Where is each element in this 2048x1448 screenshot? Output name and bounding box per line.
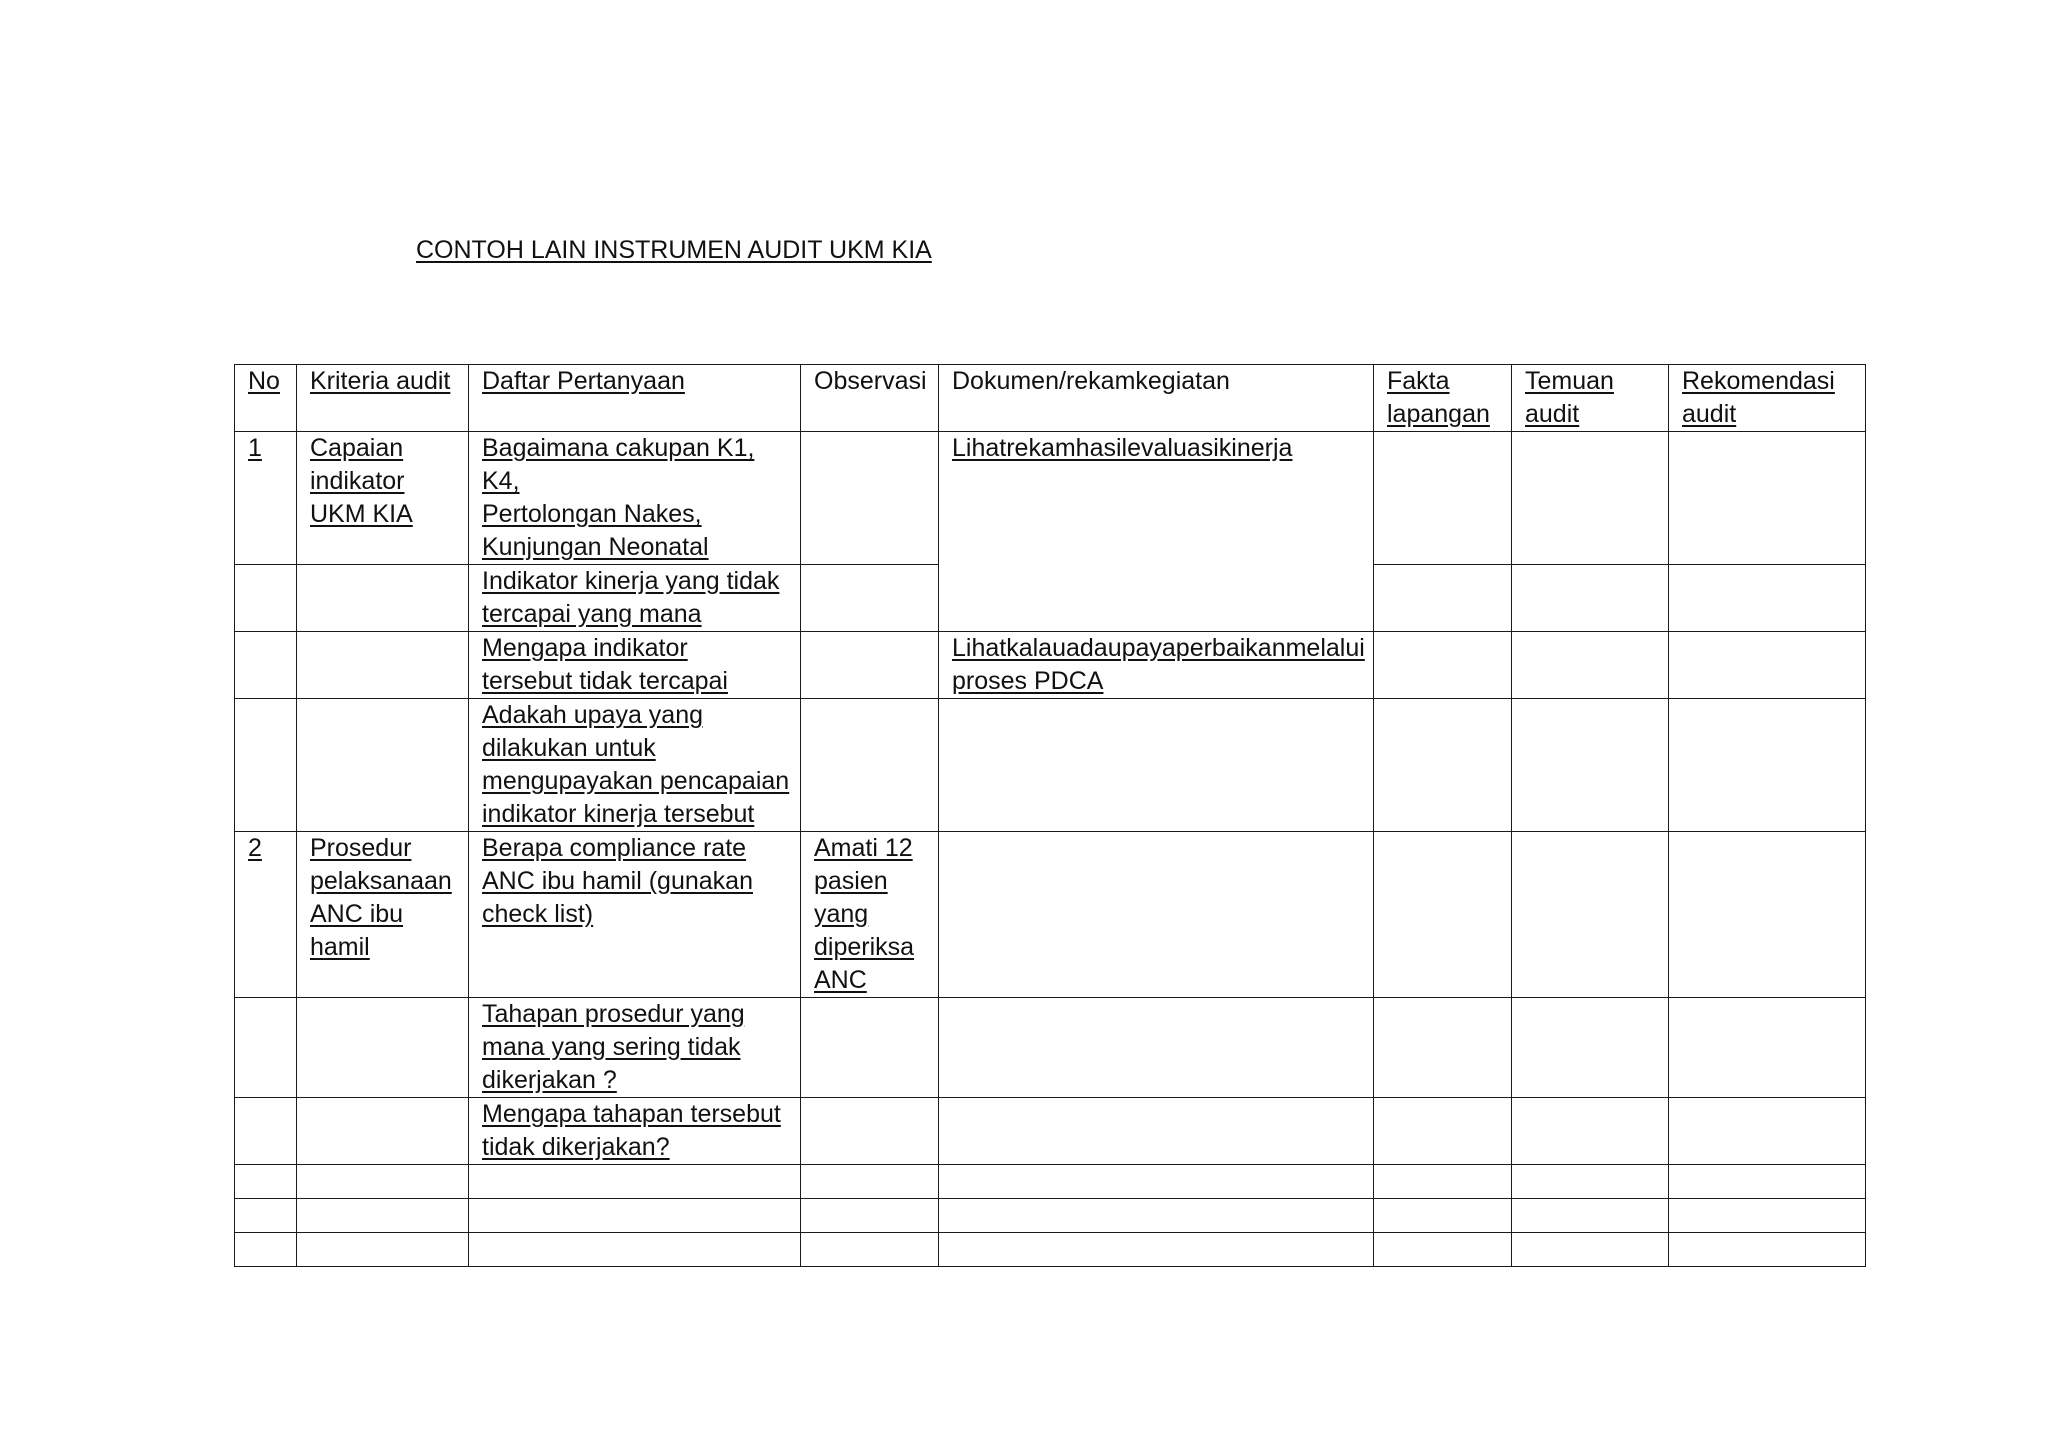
- cell-temuan: [1512, 432, 1669, 565]
- cell-fakta: [1374, 632, 1512, 699]
- cell-kriteria: [297, 565, 469, 632]
- cell-rekomendasi: [1669, 432, 1866, 565]
- cell-rekomendasi: [1669, 832, 1866, 998]
- header-daftar: [469, 365, 801, 432]
- cell-no: [235, 699, 297, 832]
- cell-observasi: [801, 432, 939, 565]
- table-header-row: [235, 365, 1866, 432]
- cell-pertanyaan: [469, 432, 801, 565]
- cell-fakta: [1374, 699, 1512, 832]
- cell-no: [235, 565, 297, 632]
- cell-no: [235, 432, 297, 565]
- cell-fakta: [1374, 432, 1512, 565]
- cell-temuan: [1512, 1098, 1669, 1165]
- table-row: [235, 832, 1866, 998]
- cell-kriteria: [297, 1098, 469, 1165]
- cell-no: [235, 632, 297, 699]
- table-row: [235, 1098, 1866, 1165]
- header-no: [235, 365, 297, 432]
- cell-observasi: [801, 632, 939, 699]
- cell-temuan: [1512, 699, 1669, 832]
- empty-cell: [1512, 1199, 1669, 1233]
- cell-rekomendasi: [1669, 1098, 1866, 1165]
- cell-no: [235, 1098, 297, 1165]
- audit-table: [234, 364, 1866, 1267]
- cell-rekomendasi: [1669, 632, 1866, 699]
- observation-text: Amati 12 pasien yang diperiksa ANC: [814, 834, 915, 994]
- header-dokumen: [939, 365, 1374, 432]
- empty-cell: [1374, 1233, 1512, 1267]
- cell-temuan: [1512, 998, 1669, 1098]
- question-text: Indikator kinerja yang tidak tercapai yang mana: [482, 567, 780, 628]
- cell-kriteria: [297, 632, 469, 699]
- question-text: Tahapan prosedur yang mana yang sering tidak dikerjakan ?: [482, 1000, 745, 1094]
- cell-pertanyaan: [469, 565, 801, 632]
- header-kriteria-label: Kriteria audit: [310, 367, 451, 395]
- cell-pertanyaan: [469, 832, 801, 998]
- cell-dokumen: [939, 632, 1374, 699]
- question-text: Bagaimana cakupan K1, K4, Pertolongan Nakes, Kunjungan Neonatal: [482, 434, 755, 561]
- table-row: [235, 998, 1866, 1098]
- empty-cell: [297, 1233, 469, 1267]
- cell-dokumen: [939, 699, 1374, 832]
- cell-temuan: [1512, 565, 1669, 632]
- header-observasi-label: Observasi: [814, 367, 927, 395]
- empty-cell: [297, 1199, 469, 1233]
- empty-cell: [1374, 1199, 1512, 1233]
- cell-pertanyaan: [469, 632, 801, 699]
- empty-cell: [939, 1199, 1374, 1233]
- cell-pertanyaan: [469, 998, 801, 1098]
- header-rekomendasi-label: Rekomendasi audit: [1682, 367, 1835, 428]
- cell-kriteria: [297, 432, 469, 565]
- cell-pertanyaan: [469, 1098, 801, 1165]
- empty-cell: [1512, 1165, 1669, 1199]
- cell-fakta: [1374, 832, 1512, 998]
- header-kriteria: [297, 365, 469, 432]
- cell-dokumen: [939, 432, 1374, 632]
- cell-temuan: [1512, 832, 1669, 998]
- cell-observasi: [801, 832, 939, 998]
- empty-table-row: [235, 1199, 1866, 1233]
- empty-cell: [1669, 1165, 1866, 1199]
- cell-rekomendasi: [1669, 565, 1866, 632]
- empty-cell: [1669, 1233, 1866, 1267]
- table-row: [235, 432, 1866, 565]
- cell-rekomendasi: [1669, 998, 1866, 1098]
- empty-cell: [469, 1165, 801, 1199]
- question-text: Berapa compliance rate ANC ibu hamil (gunakan check list): [482, 834, 753, 928]
- empty-cell: [939, 1233, 1374, 1267]
- cell-observasi: [801, 699, 939, 832]
- header-observasi: [801, 365, 939, 432]
- header-temuan: [1512, 365, 1669, 432]
- cell-fakta: [1374, 998, 1512, 1098]
- cell-dokumen: [939, 998, 1374, 1098]
- cell-dokumen: [939, 1098, 1374, 1165]
- row-number: 2: [248, 834, 262, 862]
- row-number: 1: [248, 434, 262, 462]
- header-temuan-label: Temuan audit: [1525, 367, 1614, 428]
- empty-cell: [939, 1165, 1374, 1199]
- header-no-label: No: [248, 367, 280, 395]
- question-text: Mengapa indikator tersebut tidak tercapai: [482, 634, 728, 695]
- cell-fakta: [1374, 1098, 1512, 1165]
- empty-cell: [469, 1233, 801, 1267]
- cell-rekomendasi: [1669, 699, 1866, 832]
- cell-temuan: [1512, 632, 1669, 699]
- question-text: Mengapa tahapan tersebut tidak dikerjakan?: [482, 1100, 781, 1161]
- empty-cell: [297, 1165, 469, 1199]
- cell-fakta: [1374, 565, 1512, 632]
- header-fakta: [1374, 365, 1512, 432]
- question-text: Adakah upaya yang dilakukan untuk mengupayakan pencapaian indikator kinerja tersebut: [482, 701, 790, 828]
- cell-kriteria: [297, 998, 469, 1098]
- empty-cell: [801, 1165, 939, 1199]
- criteria-text: Capaian indikator UKM KIA: [310, 434, 413, 528]
- cell-observasi: [801, 998, 939, 1098]
- table-row: [235, 699, 1866, 832]
- criteria-text: Prosedur pelaksanaan ANC ibu hamil: [310, 834, 452, 961]
- empty-cell: [801, 1233, 939, 1267]
- cell-dokumen: [939, 832, 1374, 998]
- empty-cell: [235, 1199, 297, 1233]
- empty-cell: [469, 1199, 801, 1233]
- page-title: CONTOH LAIN INSTRUMEN AUDIT UKM KIA: [416, 236, 932, 264]
- empty-table-row: [235, 1233, 1866, 1267]
- document-text: Lihatkalauadaupayaperbaikanmelalui proses PDCA: [952, 634, 1365, 695]
- cell-observasi: [801, 1098, 939, 1165]
- header-fakta-label: Fakta lapangan: [1387, 367, 1490, 428]
- empty-table-row: [235, 1165, 1866, 1199]
- empty-cell: [235, 1165, 297, 1199]
- cell-no: [235, 998, 297, 1098]
- empty-cell: [1669, 1199, 1866, 1233]
- empty-cell: [1374, 1165, 1512, 1199]
- cell-pertanyaan: [469, 699, 801, 832]
- empty-cell: [1512, 1233, 1669, 1267]
- header-dokumen-label: Dokumen/rekamkegiatan: [952, 367, 1230, 395]
- document-text: Lihatrekamhasilevaluasikinerja: [952, 434, 1293, 462]
- cell-no: [235, 832, 297, 998]
- empty-cell: [801, 1199, 939, 1233]
- cell-kriteria: [297, 832, 469, 998]
- header-daftar-label: Daftar Pertanyaan: [482, 367, 685, 395]
- header-rekomendasi: [1669, 365, 1866, 432]
- cell-kriteria: [297, 699, 469, 832]
- empty-cell: [235, 1233, 297, 1267]
- table-row: [235, 632, 1866, 699]
- cell-observasi: [801, 565, 939, 632]
